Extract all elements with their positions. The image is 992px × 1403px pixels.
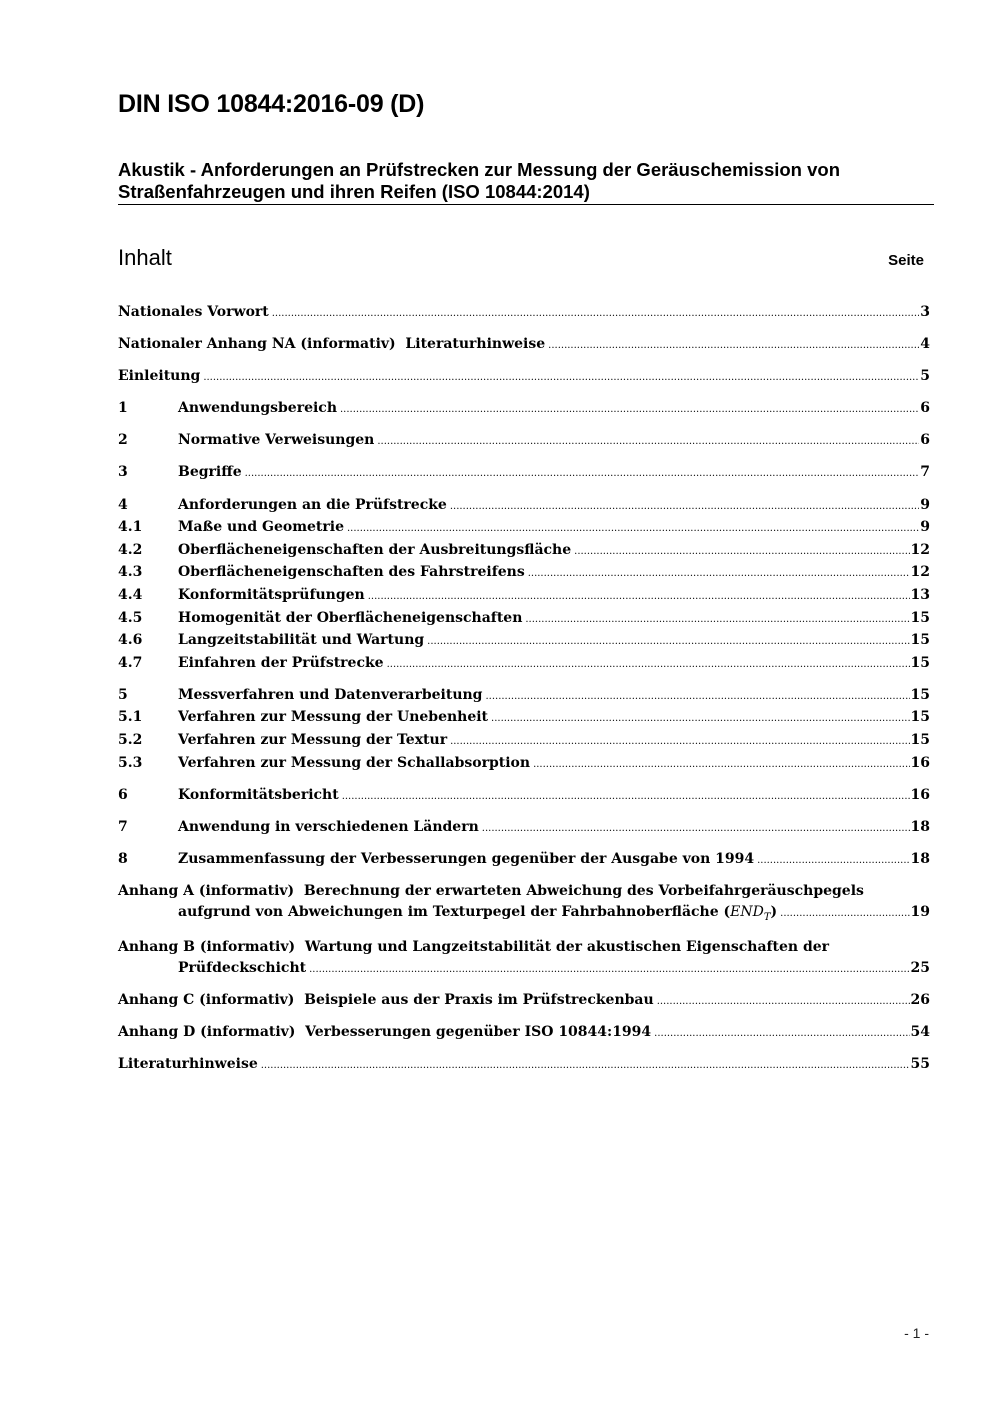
toc-entry-page: 4 [920,336,930,353]
toc-entry-annex-a-line2 [118,902,930,928]
toc-entry-page: 19 [910,903,930,920]
toc-entry-page: 15 [910,686,930,703]
toc-entry-label: Konformitätsbericht [178,786,339,803]
toc-entry-label: Verfahren zur Messung der Unebenheit [178,709,489,726]
toc-entry[interactable] [118,653,930,676]
toc-entry[interactable] [118,517,930,540]
toc-entry-number: 2 [118,432,128,449]
document-subtitle [118,159,934,205]
toc-entry-number: 5 [118,686,128,703]
toc-leader-dots [533,753,909,776]
toc-leader-dots [427,630,909,653]
toc-entry[interactable] [118,562,930,585]
toc-entry-number: 4.1 [118,519,143,536]
toc-entry-label: Konformitätsprüfungen [178,586,365,603]
toc-entry[interactable] [118,334,930,357]
toc-entry-number: 1 [118,400,128,417]
subtitle-line-2: Straßenfahrzeugen und ihren Reifen (ISO 10844:2014) [118,181,590,202]
toc-entry-label: Anforderungen an die Prüfstrecke [178,496,447,513]
annex-a-line2-end: ) [770,903,778,920]
toc-entry-label: Anhang C (informativ) Beispiele aus der Praxis im Prüfstreckenbau [118,992,654,1009]
annex-a-math-sub: T [763,911,771,923]
toc-entry-page: 13 [910,586,930,603]
toc-entry-page: 15 [910,709,930,726]
document-id: DIN ISO 10844:2016-09 (D) [118,90,425,118]
table-of-contents [118,302,930,1077]
toc-entry[interactable] [118,817,930,840]
toc-entry-label: Anwendungsbereich [178,400,337,417]
toc-leader-dots [485,685,909,708]
toc-leader-dots [309,958,909,981]
toc-entry[interactable] [118,462,930,485]
toc-entry-label: Langzeitstabilität und Wartung [178,632,425,649]
subtitle-line-1: Akustik - Anforderungen an Prüfstrecken zur Messung der Geräuschemission von [118,159,841,180]
toc-entry-page: 15 [910,632,930,649]
toc-entry-annex-b[interactable] [118,937,930,980]
toc-leader-dots [261,1054,910,1077]
toc-entry-page: 9 [920,496,930,513]
toc-entry[interactable] [118,730,930,753]
toc-entry-number: 4 [118,496,128,513]
toc-entry-label: Oberflächeneigenschaften des Fahrstreifens [178,564,525,581]
toc-leader-dots [548,334,919,357]
toc-entry[interactable] [118,398,930,421]
toc-entry-number: 5.2 [118,732,143,748]
toc-leader-dots [377,430,919,453]
toc-entry-page: 18 [910,850,930,867]
toc-entry-page: 15 [910,609,930,626]
toc-entry[interactable] [118,990,930,1013]
toc-entry[interactable] [118,630,930,653]
toc-entry[interactable] [118,785,930,808]
toc-entry[interactable] [118,430,930,453]
annex-a-line2-text: aufgrund von Abweichungen im Texturpegel der Fahrbahnoberfläche ( [178,903,731,920]
toc-entry[interactable] [118,1054,930,1077]
toc-leader-dots [757,849,909,872]
toc-entry-number: 6 [118,786,128,803]
toc-entry-page: 54 [910,1024,930,1041]
toc-leader-dots [342,785,910,808]
toc-leader-dots [780,902,909,925]
toc-leader-dots [450,730,909,753]
toc-entry-annex-a-line1: Anhang A (informativ) Berechnung der erwarteten Abweichung des Vorbeifahrgeräuschpegels [118,882,864,899]
toc-entry[interactable] [118,540,930,563]
toc-entry-page: 15 [910,654,930,671]
toc-leader-dots [245,462,920,485]
toc-entry-number: 5.1 [118,709,143,726]
toc-entry-label: Normative Verweisungen [178,432,375,449]
toc-entry-number: 4.2 [118,541,143,558]
page-number: - 1 - [904,1325,929,1341]
toc-entry-page: 18 [910,818,930,835]
toc-entry-page: 3 [920,304,930,320]
toc-entry-label: Anwendung in verschiedenen Ländern [178,818,479,835]
toc-entry-label: Homogenität der Oberflächeneigenschaften [178,609,523,626]
toc-leader-dots [525,608,909,631]
toc-entry[interactable] [118,685,930,708]
toc-entry[interactable] [118,707,930,730]
toc-entry-number: 7 [118,818,128,835]
annex-b-line2-text: Prüfdeckschicht [178,960,307,977]
toc-entry-page: 9 [920,519,930,536]
toc-entry-page: 26 [910,992,930,1009]
toc-entry[interactable] [118,585,930,608]
toc-leader-dots [482,817,910,840]
toc-entry-label: Verfahren zur Messung der Schallabsorption [178,754,531,771]
toc-entry[interactable] [118,1022,930,1045]
toc-entry[interactable] [118,753,930,776]
toc-entry[interactable] [118,302,930,325]
toc-entry[interactable] [118,495,930,518]
toc-leader-dots [387,653,910,676]
toc-entry-label: Verfahren zur Messung der Textur [178,732,448,748]
toc-entry-number: 4.7 [118,654,143,671]
toc-entry-page: 55 [910,1056,930,1073]
toc-entry-page: 6 [920,400,930,417]
toc-entry-label: Oberflächeneigenschaften der Ausbreitungsfläche [178,541,572,558]
toc-entry-number: 3 [118,464,128,481]
toc-entry[interactable] [118,366,930,389]
toc-entry-label: Begriffe [178,464,242,481]
toc-entry-page: 25 [910,960,930,977]
toc-header [118,245,926,271]
toc-entry-label: Messverfahren und Datenverarbeitung [178,686,483,703]
toc-entry-label: Nationales Vorwort [118,304,269,320]
toc-leader-dots [347,517,919,540]
toc-entry-page: 12 [910,564,930,581]
toc-entry-page: 5 [920,368,930,385]
toc-entry-number: 4.6 [118,632,143,649]
toc-entry-page: 7 [920,464,930,481]
toc-entry-label: Einfahren der Prüfstrecke [178,654,384,671]
toc-entry-page: 6 [920,432,930,449]
toc-entry-number: 8 [118,850,128,867]
toc-leader-dots [340,398,919,421]
toc-entry-page: 12 [910,541,930,558]
toc-entry-page: 16 [910,786,930,803]
toc-leader-dots [203,366,919,389]
toc-leader-dots [272,302,920,325]
toc-leader-dots [450,495,919,518]
toc-entry-annex-a[interactable] [118,881,930,928]
toc-entry-label: Maße und Geometrie [178,519,344,536]
toc-entry[interactable] [118,849,930,872]
toc-entry-label: Nationaler Anhang NA (informativ) Literaturhinweise [118,336,546,353]
toc-entry-annex-b-line2 [118,958,930,981]
toc-entry-label: Zusammenfassung der Verbesserungen gegenüber der Ausgabe von 1994 [178,850,755,867]
toc-entry-page: 15 [910,732,930,748]
toc-entry-number: 4.3 [118,564,143,581]
toc-entry-label: Anhang D (informativ) Verbesserungen gegenüber ISO 10844:1994 [118,1024,652,1041]
toc-leader-dots [657,990,910,1013]
toc-leader-dots [574,540,909,563]
toc-entry-number: 5.3 [118,754,143,771]
toc-heading: Inhalt [118,245,172,270]
toc-leader-dots [491,707,909,730]
annex-a-math: END [730,903,764,920]
toc-leader-dots [368,585,910,608]
toc-entry-label: Literaturhinweise [118,1056,258,1073]
toc-entry-page: 16 [910,754,930,771]
toc-leader-dots [654,1022,909,1045]
toc-entry-number: 4.5 [118,609,143,626]
toc-leader-dots [528,562,910,585]
toc-entry[interactable] [118,608,930,631]
page-column-label: Seite [888,252,924,269]
toc-entry-annex-b-line1: Anhang B (informativ) Wartung und Langzeitstabilität der akustischen Eigenschaften der [118,939,830,956]
toc-entry-label: Einleitung [118,368,201,385]
toc-entry-number: 4.4 [118,586,143,603]
